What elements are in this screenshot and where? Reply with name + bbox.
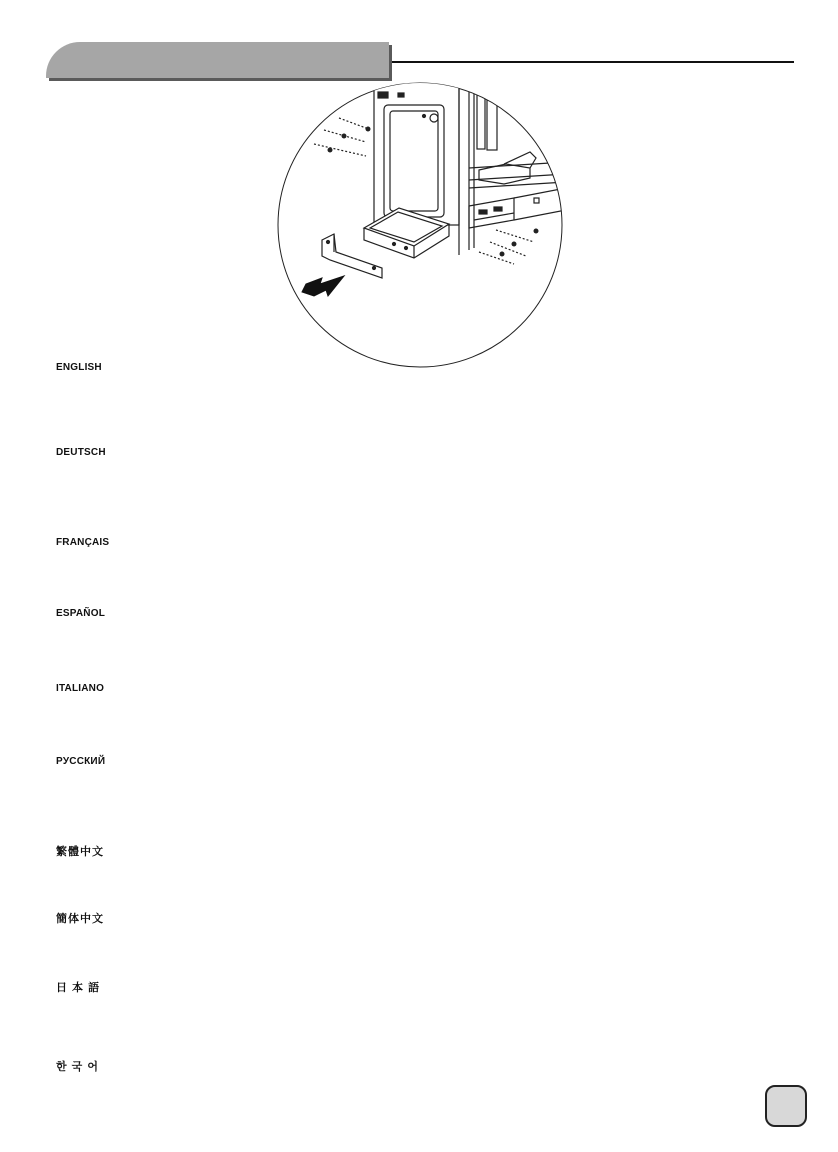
language-label-francais: FRANÇAIS [56,537,110,548]
language-label-traditional-chinese: 繁體中文 [56,846,104,858]
language-label-espanol: ESPAÑOL [56,608,105,619]
language-label-russian: PУССКИЙ [56,756,106,767]
language-label-deutsch: DEUTSCH [56,447,106,458]
language-label-japanese: 日 本 語 [56,982,101,994]
header-rule [392,61,794,63]
language-label-english: ENGLISH [56,362,102,373]
language-label-korean: 한 국 어 [56,1061,99,1073]
hdd-installation-illustration [274,80,566,370]
page-number-badge [765,1085,807,1127]
case-front-panel [374,80,459,225]
language-label-simplified-chinese: 簡体中文 [56,913,104,925]
section-header-tab [46,42,389,78]
language-label-italiano: ITALIANO [56,683,105,694]
